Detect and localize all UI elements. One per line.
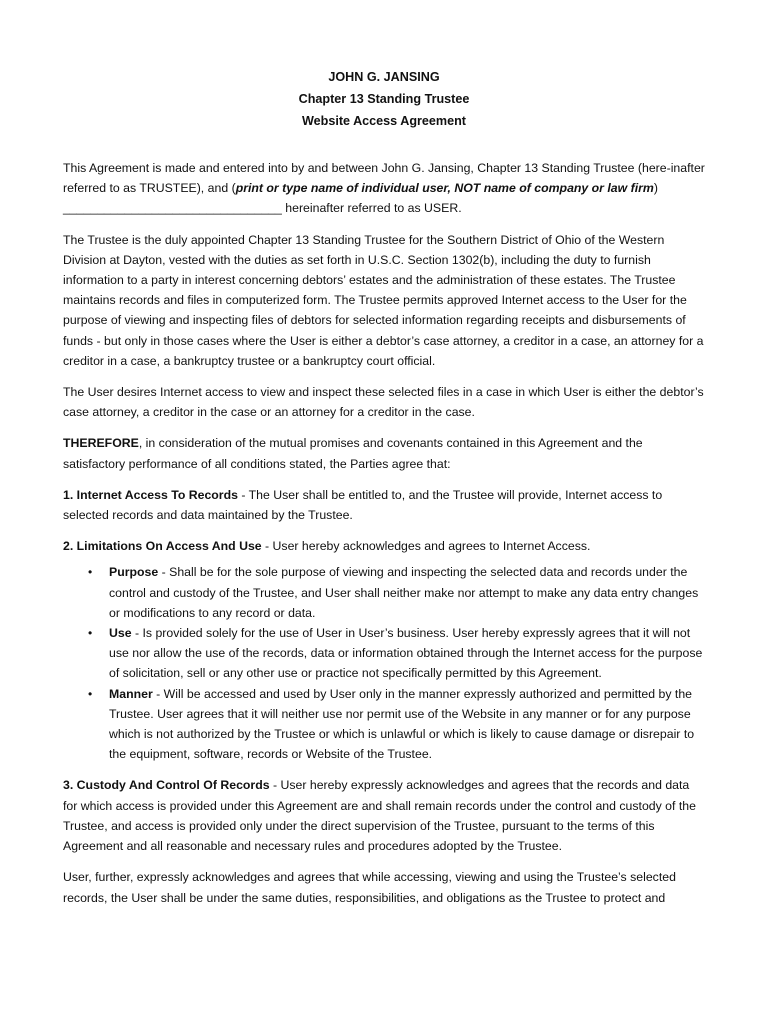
list-item-term: Manner [109, 686, 153, 701]
list-item-term: Purpose [109, 565, 159, 580]
bullet-icon: • [88, 686, 93, 701]
trustee-name: JOHN G. JANSING [328, 70, 440, 84]
list-item-manner [88, 684, 705, 765]
intro-text-3: hereinafter referred to as USER. [281, 201, 462, 216]
section-2-heading: 2. Limitations On Access And Use [63, 539, 262, 554]
document-title: Website Access Agreement [301, 114, 467, 128]
list-item-use [88, 623, 705, 684]
therefore-label: THEREFORE [63, 436, 139, 451]
bullet-icon: • [88, 626, 93, 641]
user-name-blank: ________________________________ [63, 201, 282, 216]
list-item-term: Use [109, 626, 132, 641]
bullet-icon: • [88, 565, 93, 580]
section-3 [63, 775, 705, 856]
section-2 [63, 536, 705, 556]
section-1-heading: 1. Internet Access To Records [63, 487, 238, 502]
trustee-paragraph: The Trustee is the duly appointed Chapter 13 Standing Trustee for the Southern District of Ohio of the Western Division at Dayton, vested with the duties as set forth in U.S.C. Section 1302(b), including the duty to furnish information to a party in interest concerning debtors’ estates and the administration of these estates. The Trustee maintains records and files in computerized form. The Trustee permits approved Internet access to the User for the purpose of viewing and inspecting files of debtors for selected information regarding receipts and disbursements of funds - but only in those cases where the User is either a debtor’s case attorney, a creditor in a case, an attorney for a creditor in a case, a bankruptcy trustee or a bankruptcy court official. [63, 232, 704, 368]
list-item-purpose [88, 562, 705, 623]
list-item-text: - Will be accessed and used by User only in the manner expressly authorized and permitted by the Trustee. User agrees that it will neither use nor permit use of the Website in any manner or for any purpose which is not authorized by the Trustee or which is unlawful or which is likely to cause damage or disrepair to the equipment, software, records or Website of the Trustee. [109, 686, 695, 762]
limitations-list [63, 562, 705, 764]
section-3-text: - User hereby expressly acknowledges and agrees that the records and data for which access is provided under this Agreement are and shall remain records under the control and custody of the Trustee, and access is provided only under the direct supervision of the Trustee, pursuant to the terms of this Agreement and all reasonable and necessary rules and procedures adopted by the Trustee. [63, 778, 696, 854]
section-3-heading: 3. Custody And Control Of Records [63, 778, 270, 793]
therefore-text: , in consideration of the mutual promises and covenants contained in this Agreement and the satisfactory performance of all conditions stated, the Parties agree that: [63, 436, 643, 471]
final-paragraph: User, further, expressly acknowledges and agrees that while accessing, viewing and using the Trustee’s selected records, the User shall be under the same duties, responsibilities, and obligations as the Trustee to protect and [63, 870, 676, 905]
intro-instruction: print or type name of individual user, NOT name of company or law firm [235, 181, 654, 196]
document-page [63, 66, 705, 919]
section-2-text: - User hereby acknowledges and agrees to Internet Access. [261, 539, 591, 554]
user-paragraph: The User desires Internet access to view and inspect these selected files in a case in which User is either the debtor’s case attorney, a creditor in the case or an attorney for a creditor in the case. [63, 385, 704, 420]
list-item-text: - Shall be for the sole purpose of viewing and inspecting the selected data and records under the control and custody of the Trustee, and User shall neither make nor attempt to make any data entry changes or modifications to any record or data. [109, 565, 699, 620]
intro-text-1: This Agreement is made and entered into by and between John G. Jansing, Chapter 13 Standing Trustee (here-inafter referred to as TRUSTEE), and ( [63, 161, 705, 196]
section-1 [63, 485, 705, 525]
document-header [63, 66, 705, 132]
intro-paragraph [63, 158, 705, 219]
therefore-paragraph [63, 433, 705, 473]
intro-text-2: ) [653, 181, 658, 196]
trustee-title: Chapter 13 Standing Trustee [298, 92, 470, 106]
list-item-text: - Is provided solely for the use of User in User’s business. User hereby expressly agrees that it will not use nor allow the use of the records, data or information obtained through the Internet access for the purpose of solicitation, sell or any other use or practice not specifically permitted by this Agreement. [109, 626, 703, 681]
section-1-text: - The User shall be entitled to, and the Trustee will provide, Internet access to selected records and data maintained by the Trustee. [63, 487, 663, 523]
